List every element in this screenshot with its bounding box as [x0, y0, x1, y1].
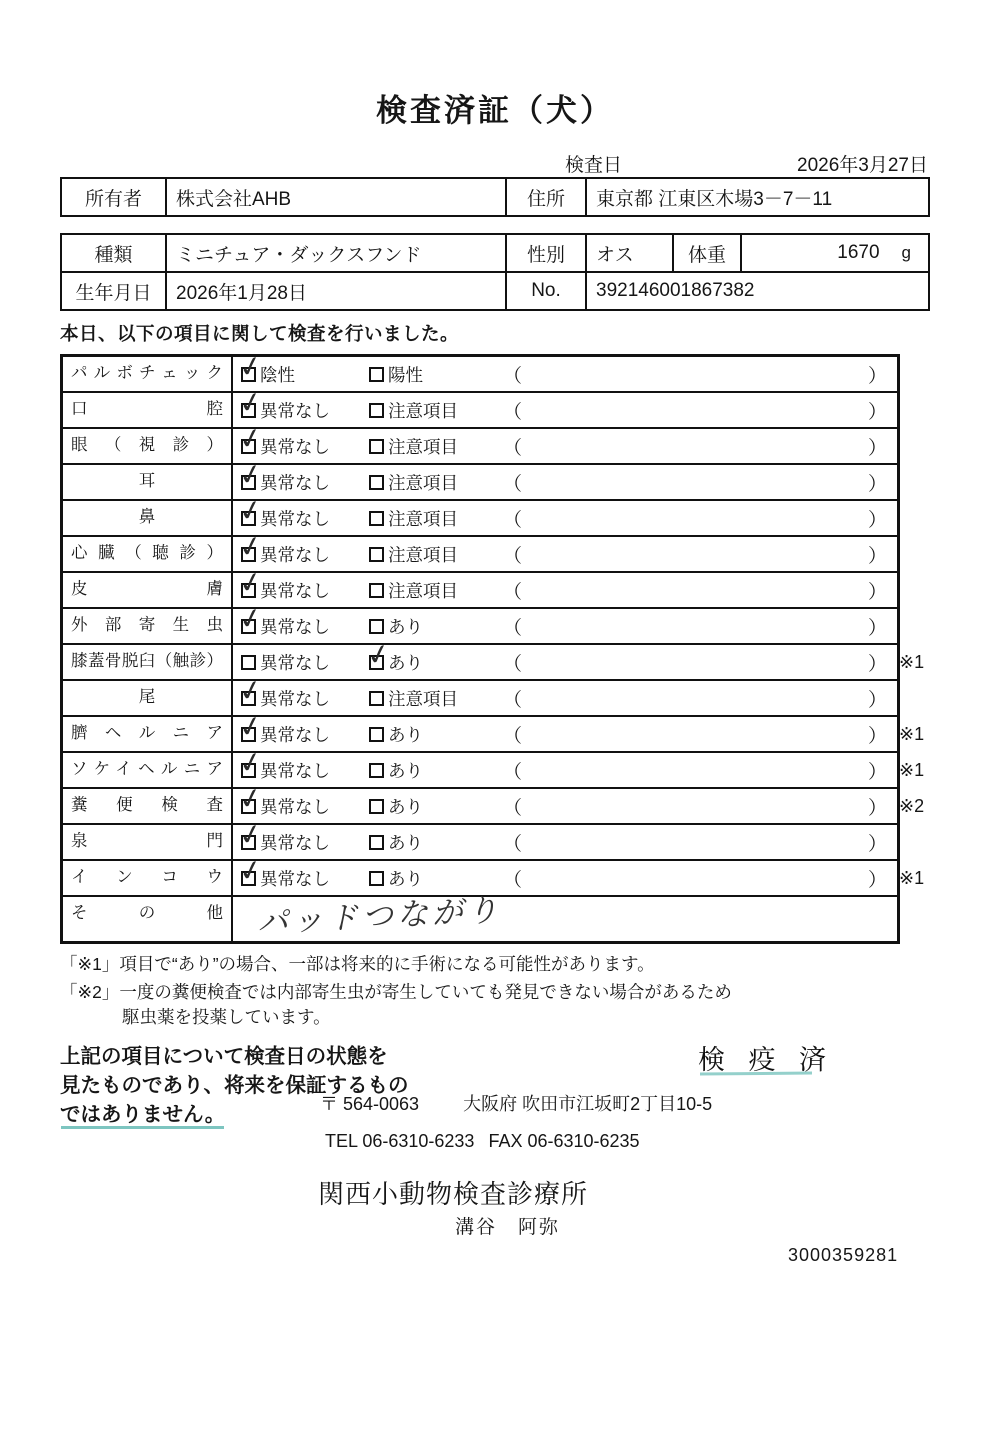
- positive-checkbox: [369, 367, 384, 382]
- checklist-item-label: 外部寄生虫: [63, 609, 233, 643]
- no-abnormality-checkbox: [235, 456, 266, 492]
- checklist-row-umbilical-hernia: [63, 708, 925, 753]
- caution-checkbox: [369, 583, 384, 598]
- checklist-item-label: 尾: [63, 681, 233, 715]
- no-abnormality-checkbox: [235, 780, 266, 816]
- paren-open: （: [503, 725, 523, 747]
- paren-open: （: [503, 509, 523, 531]
- option1-label: 異常なし: [260, 868, 330, 889]
- birthdate-value: 2026年1月28日: [165, 273, 505, 309]
- caution-checkbox: [369, 547, 384, 562]
- paren-close: ）: [867, 725, 887, 747]
- option2-label: 注意項目: [388, 508, 458, 529]
- clinic-fax: FAX 06-6310-6235: [488, 1131, 640, 1151]
- present-checkbox: [369, 871, 384, 886]
- footnote-mark: ※1: [899, 868, 925, 888]
- number-label: No.: [505, 273, 585, 309]
- checkmark-icon: ✓: [235, 492, 266, 528]
- no-abnormality-checkbox: [235, 384, 266, 420]
- paren-close: ）: [867, 365, 887, 387]
- footnote-mark: ※2: [899, 796, 925, 816]
- checklist-row-ears: [63, 456, 897, 501]
- checklist-row-skin: [63, 564, 897, 609]
- checklist-row-mouth: [63, 384, 897, 429]
- checkmark-icon: ✓: [235, 744, 266, 780]
- breed-value: ミニチュア・ダックスフンド: [165, 235, 505, 271]
- checklist-item-label: パルボチェック: [63, 357, 233, 391]
- paren-close: ）: [867, 653, 887, 675]
- no-abnormality-checkbox: [241, 655, 256, 670]
- checklist-row-patella: [63, 636, 925, 681]
- checklist-item-label: 心臓（聴診）: [63, 537, 233, 571]
- option2-label: 注意項目: [388, 580, 458, 601]
- checkmark-icon: ✓: [235, 600, 266, 636]
- checklist-item-label: 皮膚: [63, 573, 233, 607]
- checklist-item-label: 泉門: [63, 825, 233, 859]
- veterinarian-name: 溝谷 阿弥: [455, 1217, 561, 1238]
- statement-text: 本日、以下の項目に関して検査を行いました。: [60, 323, 460, 344]
- option2-label: 注意項目: [388, 400, 458, 421]
- address-value: 東京都 江東区木場3－7－11: [585, 179, 928, 215]
- weight-value: 1670: [837, 242, 880, 263]
- option2-label: 注意項目: [388, 472, 458, 493]
- checklist-row-fontanelle: [63, 816, 897, 861]
- paren-open: （: [503, 473, 523, 495]
- footnote-mark: ※1: [899, 760, 925, 780]
- footnote-mark: ※1: [899, 652, 925, 672]
- clinic-name: 関西小動物検査診療所: [318, 1179, 589, 1209]
- present-checkbox: [369, 727, 384, 742]
- option1-label: 異常なし: [260, 580, 330, 601]
- checklist-row-tail: [63, 672, 897, 717]
- sex-value: オス: [585, 235, 672, 271]
- option1-label: 異常なし: [260, 796, 330, 817]
- paren-close: ）: [867, 581, 887, 603]
- owner-row: [62, 179, 928, 215]
- checkmark-icon: ✓: [235, 456, 266, 492]
- option1-label: 異常なし: [260, 832, 330, 853]
- checklist-row-heart: [63, 528, 897, 573]
- no-abnormality-checkbox: [235, 816, 266, 852]
- checkmark-icon: ✓: [235, 348, 266, 384]
- owner-table: [60, 177, 930, 217]
- caution-checkbox: [369, 403, 384, 418]
- checkmark-icon: ✓: [235, 816, 266, 852]
- negative-checkbox: [235, 348, 266, 384]
- checklist-item-label: 鼻: [63, 501, 233, 535]
- checkmark-icon: ✓: [235, 384, 266, 420]
- checklist-item-label: 膝蓋骨脱臼（触診）: [63, 645, 233, 679]
- option2-label: 陽性: [388, 364, 423, 385]
- option1-label: 異常なし: [260, 400, 330, 421]
- breed-label: 種類: [94, 244, 133, 266]
- present-checkbox: [363, 636, 394, 672]
- checklist-row-other: [63, 891, 897, 941]
- option2-label: あり: [388, 868, 423, 889]
- paren-close: ）: [867, 473, 887, 495]
- footnote-mark: ※1: [899, 724, 925, 744]
- no-abnormality-checkbox: [235, 564, 266, 600]
- handwritten-note: パッドつながり: [256, 891, 503, 940]
- paren-open: （: [503, 545, 523, 567]
- weight-label: 体重: [672, 235, 740, 271]
- paren-open: （: [503, 437, 523, 459]
- sex-label: 性別: [505, 235, 585, 271]
- paren-open: （: [503, 401, 523, 423]
- birthdate-label: 生年月日: [75, 282, 152, 304]
- present-checkbox: [369, 835, 384, 850]
- paren-close: ）: [867, 545, 887, 567]
- checkmark-icon: ✓: [235, 708, 266, 744]
- present-checkbox: [369, 799, 384, 814]
- option2-label: 注意項目: [388, 688, 458, 709]
- checkmark-icon: ✓: [363, 636, 394, 672]
- disclaimer-line-3: ではありません。: [60, 1103, 226, 1127]
- no-abnormality-checkbox: [235, 744, 266, 780]
- disclaimer-line-1: 上記の項目について検査日の状態を: [60, 1045, 388, 1069]
- checkmark-icon: ✓: [235, 852, 266, 888]
- checklist-item-label: 口腔: [63, 393, 233, 427]
- paren-open: （: [503, 653, 523, 675]
- paren-close: ）: [867, 437, 887, 459]
- option1-label: 異常なし: [260, 472, 330, 493]
- paren-close: ）: [867, 689, 887, 711]
- inspection-date-row: [60, 150, 930, 176]
- number-value: 392146001867382: [585, 273, 928, 309]
- disclaimer-text: [60, 1042, 490, 1129]
- no-abnormality-checkbox: [235, 600, 266, 636]
- serial-number: 3000359281: [788, 1245, 899, 1265]
- checklist-item-label: 臍ヘルニア: [63, 717, 233, 751]
- option2-label: あり: [388, 616, 423, 637]
- document-title: 検査済証（犬）: [376, 93, 614, 128]
- quarantine-stamp: 検 疫 済: [698, 1045, 835, 1075]
- checklist-table: [60, 348, 925, 944]
- checklist-item-label: その他: [63, 897, 233, 941]
- present-checkbox: [369, 619, 384, 634]
- caution-checkbox: [369, 691, 384, 706]
- no-abnormality-checkbox: [235, 708, 266, 744]
- option1-label: 異常なし: [260, 652, 330, 673]
- dog-info-row-2: [62, 271, 928, 309]
- checklist-row-inguinal-hernia: [63, 744, 925, 789]
- footnote-1: 「※1」項目で“あり”の場合、一部は将来的に手術になる可能性があります。: [60, 954, 655, 974]
- checklist-row-eyes: [63, 420, 897, 465]
- caution-checkbox: [369, 475, 384, 490]
- checklist-row-parvo: [63, 348, 897, 393]
- present-checkbox: [369, 763, 384, 778]
- disclaimer-line-2: 見たものであり、将来を保証するもの: [60, 1074, 409, 1098]
- paren-close: ）: [867, 617, 887, 639]
- paren-close: ）: [867, 869, 887, 891]
- option2-label: あり: [388, 652, 423, 673]
- paren-open: （: [503, 365, 523, 387]
- postal-code: 〒 564-0063: [320, 1094, 420, 1114]
- paren-close: ）: [867, 833, 887, 855]
- option1-label: 異常なし: [260, 688, 330, 709]
- weight-cell: [740, 235, 928, 271]
- owner-label: 所有者: [84, 188, 142, 210]
- clinic-phone-line: [325, 1131, 640, 1152]
- paren-open: （: [503, 833, 523, 855]
- paren-open: （: [503, 581, 523, 603]
- paren-open: （: [503, 689, 523, 711]
- clinic-address: 大阪府 吹田市江坂町2丁目10-5: [463, 1094, 713, 1114]
- option1-label: 異常なし: [260, 616, 330, 637]
- option2-label: あり: [388, 724, 423, 745]
- option2-label: 注意項目: [388, 544, 458, 565]
- paren-open: （: [503, 869, 523, 891]
- checklist-item-label: 眼（視診）: [63, 429, 233, 463]
- inspection-date-value: 2026年3月27日: [797, 155, 928, 176]
- weight-unit: g: [901, 243, 911, 262]
- checkmark-icon: ✓: [235, 420, 266, 456]
- checklist-row-nose: [63, 492, 897, 537]
- checklist-item-label: ソケイヘルニア: [63, 753, 233, 787]
- option1-label: 異常なし: [260, 760, 330, 781]
- paren-close: ）: [867, 509, 887, 531]
- paren-close: ）: [867, 797, 887, 819]
- dog-info-table: [60, 233, 930, 311]
- footnote-2-line2: 駆虫薬を投薬しています。: [122, 1006, 331, 1027]
- no-abnormality-checkbox: [235, 672, 266, 708]
- option2-label: あり: [388, 796, 423, 817]
- checkmark-icon: ✓: [235, 780, 266, 816]
- no-abnormality-checkbox: [235, 492, 266, 528]
- caution-checkbox: [369, 439, 384, 454]
- option1-label: 陰性: [260, 364, 295, 385]
- checkmark-icon: ✓: [235, 528, 266, 564]
- option1-label: 異常なし: [260, 544, 330, 565]
- paren-close: ）: [867, 761, 887, 783]
- caution-checkbox: [369, 511, 384, 526]
- option2-label: あり: [388, 832, 423, 853]
- footnote-2-line1: 「※2」一度の糞便検査では内部寄生虫が寄生していても発見できない場合があるため: [60, 981, 732, 1002]
- checklist-item-label: 耳: [63, 465, 233, 499]
- option1-label: 異常なし: [260, 436, 330, 457]
- checklist-row-external-parasites: [63, 600, 897, 645]
- paren-open: （: [503, 761, 523, 783]
- checklist-item-label: インコウ: [63, 861, 233, 895]
- no-abnormality-checkbox: [235, 852, 266, 888]
- paren-close: ）: [867, 401, 887, 423]
- checklist-row-fecal-exam: [63, 780, 925, 825]
- no-abnormality-checkbox: [235, 420, 266, 456]
- checkmark-icon: ✓: [235, 672, 266, 708]
- checklist-item-label: 糞便検査: [63, 789, 233, 823]
- owner-name: 株式会社AHB: [165, 179, 505, 215]
- option1-label: 異常なし: [260, 508, 330, 529]
- dog-info-row-1: [62, 235, 928, 271]
- paren-open: （: [503, 797, 523, 819]
- option1-label: 異常なし: [260, 724, 330, 745]
- address-label: 住所: [505, 179, 585, 215]
- clinic-address-line: [320, 1090, 712, 1116]
- clinic-tel: TEL 06-6310-6233: [325, 1131, 475, 1151]
- inspection-date-label: 検査日: [565, 155, 623, 176]
- checkmark-icon: ✓: [235, 564, 266, 600]
- paren-open: （: [503, 617, 523, 639]
- option2-label: 注意項目: [388, 436, 458, 457]
- no-abnormality-checkbox: [235, 528, 266, 564]
- option2-label: あり: [388, 760, 423, 781]
- document-content: [60, 0, 930, 1130]
